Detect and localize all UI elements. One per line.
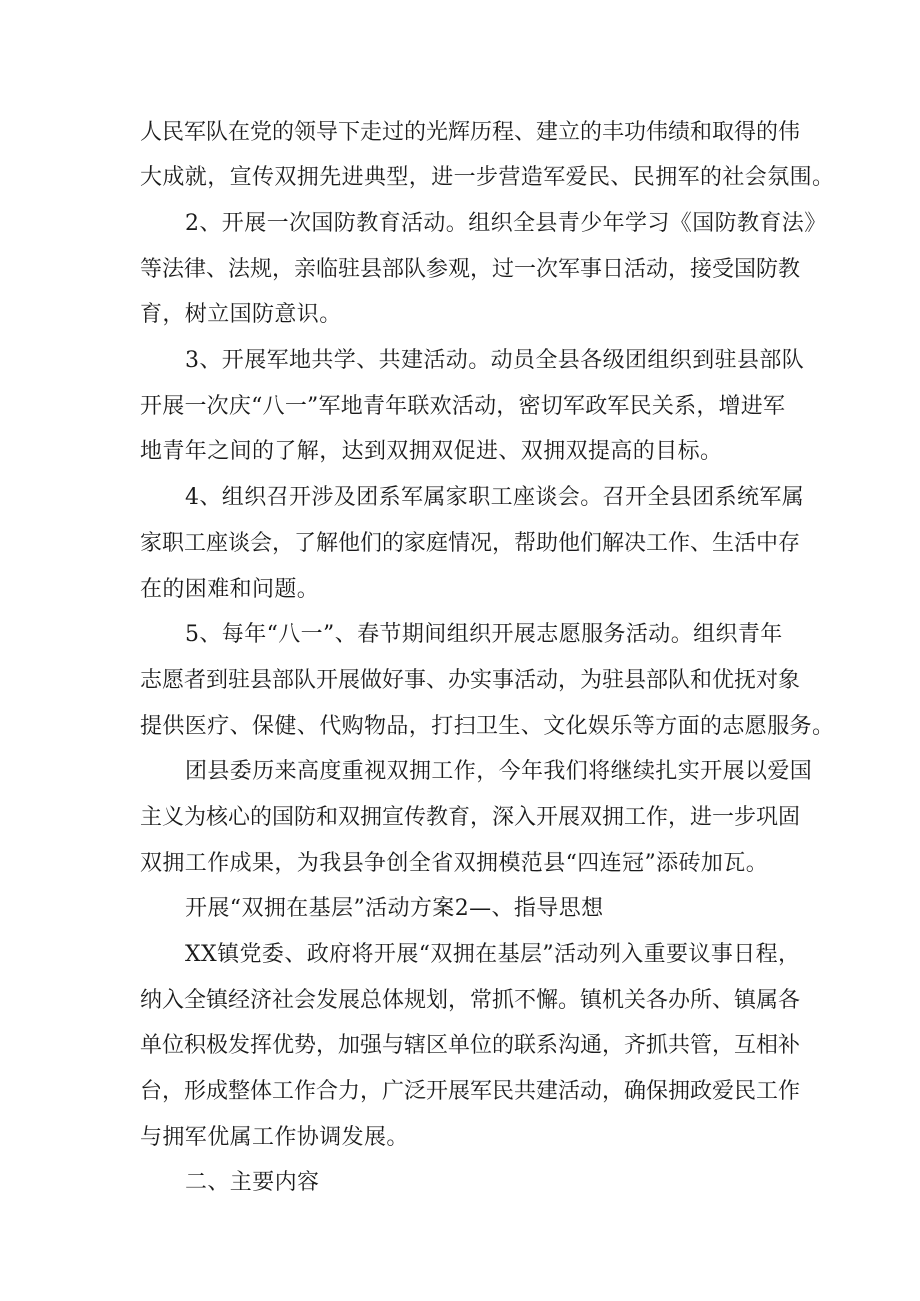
text-line: 台，形成整体工作合力，广泛开展军民共建活动，确保拥政爱民工作 — [140, 1079, 801, 1104]
text-line: 4、组织召开涉及团系军属家职工座谈会。召开全县团系统军属 — [185, 485, 805, 510]
text-line: 等法律、法规，亲临驻县部队参观，过一次军事日活动，接受国防教 — [140, 257, 801, 282]
text-line: 2、开展一次国防教育活动。组织全县青少年学习《国防教育法》 — [185, 211, 827, 236]
text-line: XX镇党委、政府将开展“双拥在基层”活动列入重要议事日程， — [185, 942, 801, 967]
text-line: 地青年之间的了解，达到双拥双促进、双拥双提高的目标。 — [140, 439, 723, 464]
text-line: 在的困难和问题。 — [140, 577, 320, 602]
text-line: 志愿者到驻县部队开展做好事、办实事活动，为驻县部队和优抚对象 — [140, 668, 801, 693]
text-line: 提供医疗、保健、代购物品，打扫卫生、文化娱乐等方面的志愿服务。 — [140, 714, 835, 739]
text-line: 5、每年“八一”、春节期间组织开展志愿服务活动。组织青年 — [185, 622, 783, 647]
text-line: 开展一次庆“八一”军地青年联欢活动，密切军政军民关系，增进军 — [140, 394, 785, 419]
text-line: 大成就，宣传双拥先进典型，进一步营造军爱民、民拥军的社会氛围。 — [140, 165, 835, 190]
text-line: 团县委历来高度重视双拥工作，今年我们将继续扎实开展以爱国 — [185, 759, 813, 784]
text-line: 纳入全镇经济社会发展总体规划，常抓不懈。镇机关各办所、镇属各 — [140, 988, 801, 1013]
text-line: 双拥工作成果，为我县争创全省双拥模范县“四连冠”添砖加瓦。 — [140, 851, 769, 876]
text-line: 3、开展军地共学、共建活动。动员全县各级团组织到驻县部队 — [185, 348, 805, 373]
text-line: 家职工座谈会，了解他们的家庭情况，帮助他们解决工作、生活中存 — [140, 531, 801, 556]
text-line: 主义为核心的国防和双拥宣传教育，深入开展双拥工作，进一步巩固 — [140, 805, 801, 830]
text-line: 育，树立国防意识。 — [140, 302, 342, 327]
text-line: 与拥军优属工作协调发展。 — [140, 1125, 409, 1150]
text-line: 单位积极发挥优势，加强与辖区单位的联系沟通，齐抓共管，互相补 — [140, 1033, 801, 1058]
section-heading: 开展“双拥在基层”活动方案2—、指导思想 — [185, 896, 604, 921]
section-heading: 二、主要内容 — [185, 1170, 320, 1195]
text-line: 人民军队在党的领导下走过的光辉历程、建立的丰功伟绩和取得的伟 — [140, 120, 801, 145]
